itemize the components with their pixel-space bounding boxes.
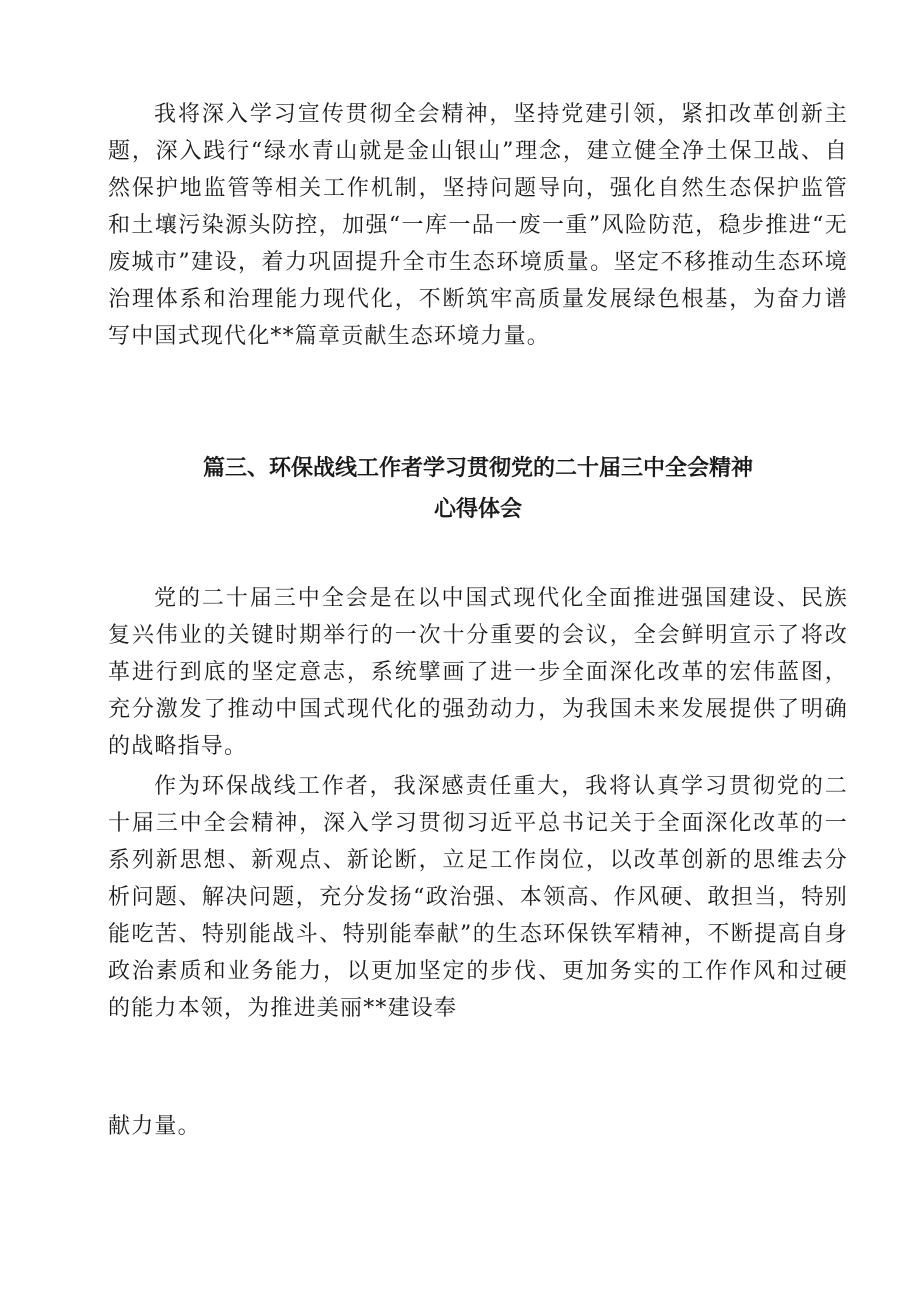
body-paragraph-4: 献力量。 <box>108 1114 201 1139</box>
body-paragraph-3: 作为环保战线工作者，我深感责任重大，我将认真学习贯彻党的二十届三中全会精神，深入学习贯彻习近平总书记关于全面深化改革的一系列新思想、新观点、新论断，立足工作岗位，以改革创新的思维去分析问题、解决问题，充分发扬“政治强、本领高、作风硬、敢担当，特别能吃苦、特别能战斗、特别能奉献”的生态环保铁军精神，不断提高自身政治素质和业务能力，以更加坚定的步伐、更加务实的工作作风和过硬的能力本领，为推进美丽**建设奉 <box>108 774 848 1021</box>
section-heading-line-1: 篇三、环保战线工作者学习贯彻党的二十届三中全会精神 <box>202 456 753 481</box>
body-paragraph-2: 党的二十届三中全会是在以中国式现代化全面推进强国建设、民族复兴伟业的关键时期举行的一次十分重要的会议，全会鲜明宣示了将改革进行到底的坚定意志，系统擘画了进一步全面深化改革的宏伟蓝图，充分激发了推动中国式现代化的强劲动力，为我国未来发展提供了明确的战略指导。 <box>108 586 848 759</box>
section-heading <box>108 448 848 530</box>
section-heading-line-2: 心得体会 <box>433 497 522 522</box>
body-paragraph-1: 我将深入学习宣传贯彻全会精神，坚持党建引领，紧扣改革创新主题，深入践行“绿水青山就是金山银山”理念，建立健全净土保卫战、自然保护地监管等相关工作机制，坚持问题导向，强化自然生态保护监管和土壤污染源头防控，加强“一库一品一废一重”风险防范，稳步推进“无废城市”建设，着力巩固提升全市生态环境质量。坚定不移推动生态环境治理体系和治理能力现代化，不断筑牢高质量发展绿色根基，为奋力谱写中国式现代化**篇章贡献生态环境力量。 <box>108 102 848 349</box>
